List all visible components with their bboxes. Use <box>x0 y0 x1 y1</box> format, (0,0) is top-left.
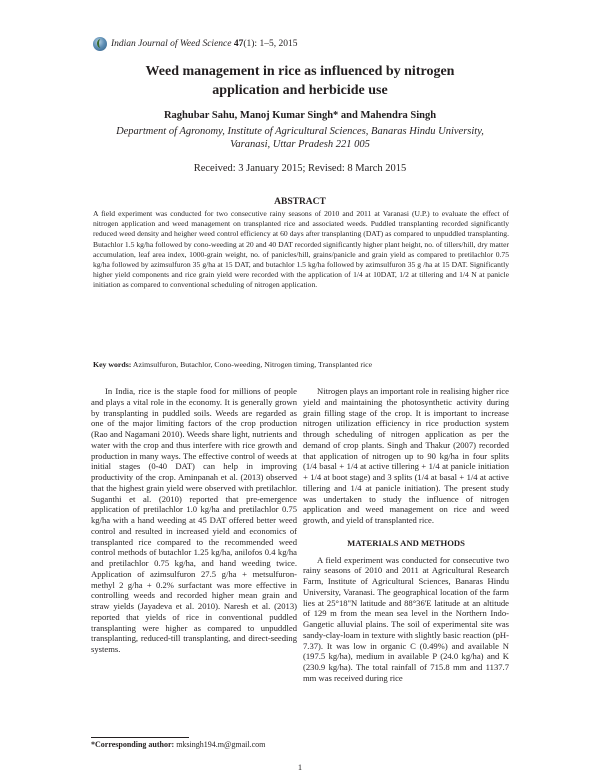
keywords-label: Key words: <box>93 360 132 369</box>
methods-paragraph: A field experiment was conducted for consecutive two rainy seasons of 2010 and 2011 at Agricultural Research Farm, Institute of Agricultural Sciences, Banaras Hindu University, Varanasi. The geographical location of the farm lies at 25°18"N latitude and 88°36'E latitude at an altitude of 129 m from the mean sea level in the Northern Indo-Gangetic alluvial plains. The soil of experimental site was sandy-clay-loam in texture with slightly basic reaction (pH-7.37). It was low in organic C (0.49%) and available N (197.5 kg/ha), medium in available P (24.0 kg/ha) and K (230.9 kg/ha). The total rainfall of 715.8 mm and 1137.7 mm was received during rice <box>303 554 509 683</box>
keywords <box>93 360 509 369</box>
paper-title <box>100 62 500 100</box>
page-number: 1 <box>297 762 303 772</box>
abstract-text: A field experiment was conducted for two consecutive rainy seasons of 2010 and 2011 at Varanasi (U.P.) to evaluate the effect of nitrogen application and weed management on transplanted rice and associated weeds. Puddled transplanting recorded significantly reduced weed density and heigher weed control efficiency at 60 days after transplanting (DAT) as compared to unpuddled transplanting. Butachlor 1.5 kg/ha followed by cono-weeding at 20 and 40 DAT recorded significantly higher plant height, no. of tillers/hill, dry matter accumulation, leaf area index, 1000-grain weight, no. of panicles/hill, grains/panicle and grain yield as compared to pretilachlor 0.75 kg/ha followed by azimsulfuron 35 g/ha at 15 DAT, and butachlor 1.5 kg/ha followed by azimsulfuron 35 g /ha at 15 DAT. Significantly higher yield components and rice grain yield were recorded with the application of 1/4 at 10DAT, 1/2 at tillering and 1/4 N at panicle initiation as compared to conventional scheduling of nitrogen application. <box>93 209 509 290</box>
footnote-label: *Corresponding author: <box>91 740 175 749</box>
journal-header <box>93 37 297 51</box>
title-line-1: Weed management in rice as influenced by nitrogen <box>145 64 455 79</box>
abstract-heading: ABSTRACT <box>274 197 326 207</box>
journal-volume: 47 <box>233 39 244 49</box>
right-column <box>303 386 509 684</box>
keywords-text: Azimsulfuron, Butachlor, Cono-weeding, Nitrogen timing, Transplanted rice <box>132 360 373 369</box>
journal-name: Indian Journal of Weed Science <box>111 39 232 49</box>
author-list: Raghubar Sahu, Manoj Kumar Singh* and Mahendra Singh <box>163 110 437 121</box>
author-email[interactable]: mksingh194.m@gmail.com <box>176 740 266 749</box>
footnote-divider <box>91 737 189 738</box>
affiliation <box>95 125 505 151</box>
journal-logo-icon <box>93 37 107 51</box>
left-column <box>91 386 297 655</box>
affiliation-line-1: Department of Agronomy, Institute of Agricultural Sciences, Banaras Hindu University, <box>116 126 484 137</box>
materials-methods-heading: MATERIALS AND METHODS <box>347 537 465 548</box>
title-line-2: application and herbicide use <box>212 83 388 98</box>
affiliation-line-2: Varanasi, Uttar Pradesh 221 005 <box>230 139 370 150</box>
journal-citation <box>111 39 297 49</box>
corresponding-author-footnote <box>91 740 265 749</box>
nitrogen-paragraph: Nitrogen plays an important role in realising higher rice yield and maintaining the photosynthetic activity during grain filling stage of the crop. It is important to increase nitrogen utilization efficiency in rice production system through scheduling of nitrogen application as per the demand of crop plants. Singh and Thakur (2007) recorded that application of nitrogen up to 90 kg/ha in four splits (1/4 basal + 1/4 at active tillering + 1/4 at panicle initiation + 1/4 at boot stage) and 3 splits (1/4 at basal + 1/4 at active tillering and 1/4 at panicle initiation). The present study was undertaken to study the influence of nitrogen application and weed management on rice and weed growth, and yield of transplanted rice. <box>303 386 509 525</box>
journal-issue-pages: (1): 1–5, 2015 <box>243 39 298 49</box>
intro-paragraph: In India, rice is the staple food for millions of people and plays a vital role in the economy. It is generally grown by transplanting in puddled soils. Weeds are regarded as one of the major limiting factors of the crop production (Rao and Nagamani 2010). Weeds share light, nutrients and water with the crop and thus interfere with rice growth and production in many ways. The effective control of weeds at initial stages (0-40 DAT) can help in improving productivity of the crop. Aminpanah et al. (2013) observed that the highest grain yield were observed with pretilachlor. Suganthi et al. (2010) reported that pre-emergence application of pretilachlor 1.0 kg/ha and pretilachlor 0.75 kg/ha with a hand weeding at 45 DAT offered better weed control and resulted in increased yield and economics of transplanted rice compared to the recommended weed control methods of butachlor 1.25 kg/ha, anilofos 0.4 kg/ha and pretilachlor 0.75 kg/ha, and hand weeding twice. Application of azimsulfuron 27.5 g/ha + metsulfuron-methyl 2 g/ha + 0.2% surfactant was more effective in controlling weeds and recorded higher mean grain and straw yields (Jayadeva et al. 2010). Naresh et al. (2013) reported that yields of rice in conventional puddled transplanting were higher as compared to unpuddled transplanting, reduced-till transplanting, and direct-seeding systems. <box>91 386 297 654</box>
received-dates: Received: 3 January 2015; Revised: 8 March 2015 <box>193 163 407 174</box>
